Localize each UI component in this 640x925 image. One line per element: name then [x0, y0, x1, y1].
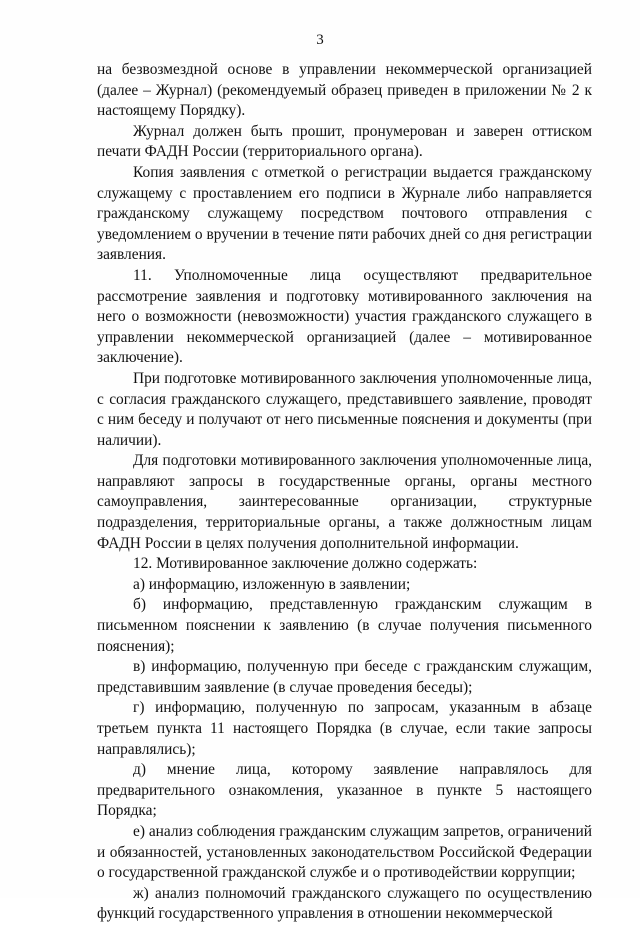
paragraph-requests: Для подготовки мотивированного заключения уполномоченные лица, направляют запросы в государственные органы, органы местного самоуправления, заинтересованные организации, структурные подразделения, территориальные органы, а также должностным лицам ФАДН России в целях получения дополнительной информации.: [97, 452, 592, 552]
paragraph-journal-binding: Журнал должен быть прошит, пронумерован и заверен оттиском печати ФАДН России (территориального органа).: [97, 122, 592, 161]
paragraph-copy-issuance: Копия заявления с отметкой о регистрации выдается гражданскому служащему с проставлением его подписи в Журнале либо направляется гражданскому служащему посредством почтового отправления с уведомлением о вручении в течение пяти рабочих дней со дня регистрации заявления.: [97, 163, 592, 264]
list-item-v: в) информацию, полученную при беседе с гражданским служащим, представившим заявление (в случае проведения беседы);: [97, 658, 592, 696]
page-number: 3: [316, 32, 324, 48]
paragraph-journal-continuation: на безвозмездной основе в управлении некоммерческой организацией (далее – Журнал) (рекомендуемый образец приведен в приложении № 2 к настоящему Порядку).: [97, 61, 592, 120]
list-item-e: е) анализ соблюдения гражданским служащим запретов, ограничений и обязанностей, установленных законодательством Российской Федерации о государственной гражданской службе и о противодействии коррупции;: [97, 822, 592, 882]
document-body: [97, 60, 592, 925]
paragraph-clause-12: 12. Мотивированное заключение должно содержать:: [133, 555, 478, 573]
paragraph-interview: При подготовке мотивированного заключения уполномоченные лица, с согласия гражданского служащего, представившего заявление, проводят с ним беседу и получают от него письменные пояснения и документы (при наличии).: [97, 369, 592, 449]
list-item-g: г) информацию, полученную по запросам, указанным в абзаце третьем пункта 11 настоящего Порядка (в случае, если такие запросы направлялись);: [97, 699, 592, 758]
list-item-zh: ж) анализ полномочий гражданского служащего по осуществлению функций государственного управления в отношении некоммерческой: [97, 884, 592, 923]
list-item-d: д) мнение лица, которому заявление направлялось для предварительного ознакомления, указанное в пункте 5 настоящего Порядка;: [97, 761, 592, 820]
list-item-a: а) информацию, изложенную в заявлении;: [133, 575, 411, 593]
list-item-b: б) информацию, представленную гражданским служащим в письменном пояснении к заявлению (в случае получения письменного пояснения);: [97, 596, 592, 655]
paragraph-clause-11: 11. Уполномоченные лица осуществляют предварительное рассмотрение заявления и подготовку мотивированного заключения на него о возможности (невозможности) участия гражданского служащего в управлении некоммерческой организацией (далее – мотивированное заключение).: [97, 266, 592, 367]
